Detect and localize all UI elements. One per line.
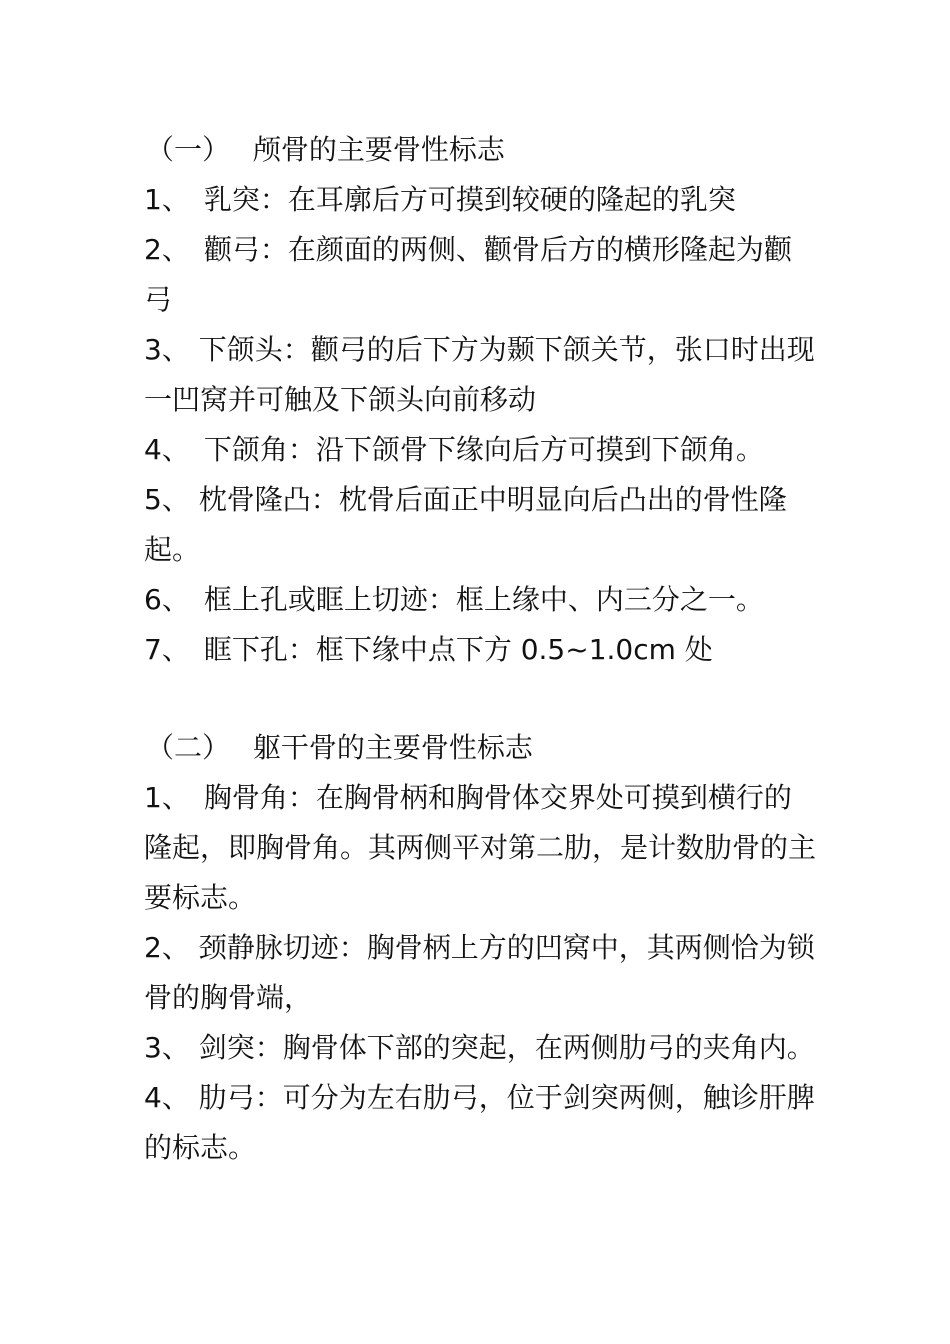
section-1-line-7: 5、 枕骨隆凸：枕骨后面正中明显向后凸出的骨性隆 [144,483,787,516]
section-1-line-2: 2、 颧弓：在颜面的两侧、颧骨后方的横形隆起为颧 [144,233,792,266]
section-2-line-7: 4、 肋弓：可分为左右肋弓，位于剑突两侧，触诊肝脾 [144,1081,815,1114]
section-2-line-8: 的标志。 [144,1131,257,1164]
section-2-line-2: 隆起，即胸骨角。其两侧平对第二肋，是计数肋骨的主 [144,831,817,864]
section-2-line-1: 1、 胸骨角：在胸骨柄和胸骨体交界处可摸到横行的 [144,781,792,814]
section-1-line-4: 3、 下颌头：颧弓的后下方为颞下颌关节，张口时出现 [144,333,815,366]
section-2-line-3: 要标志。 [144,881,257,914]
section-1-heading: （一） 颅骨的主要骨性标志 [146,133,505,166]
section-2-line-4: 2、 颈静脉切迹：胸骨柄上方的凹窝中，其两侧恰为锁 [144,931,815,964]
section-1-line-1: 1、 乳突：在耳廓后方可摸到较硬的隆起的乳突 [144,183,736,216]
section-2-heading: （二） 躯干骨的主要骨性标志 [146,731,533,764]
section-1-line-8: 起。 [144,533,201,566]
section-2-line-5: 骨的胸骨端， [144,981,313,1014]
section-1-line-9: 6、 框上孔或眶上切迹：框上缘中、内三分之一。 [144,583,764,616]
section-2-line-6: 3、 剑突：胸骨体下部的突起，在两侧肋弓的夹角内。 [144,1031,815,1064]
section-1-line-5: 一凹窝并可触及下颌头向前移动 [144,383,537,416]
section-1-line-6: 4、 下颌角：沿下颌骨下缘向后方可摸到下颌角。 [144,433,764,466]
section-1-line-10: 7、 眶下孔：框下缘中点下方 0.5~1.0cm 处 [144,633,713,666]
section-1-line-3: 弓 [144,283,173,316]
